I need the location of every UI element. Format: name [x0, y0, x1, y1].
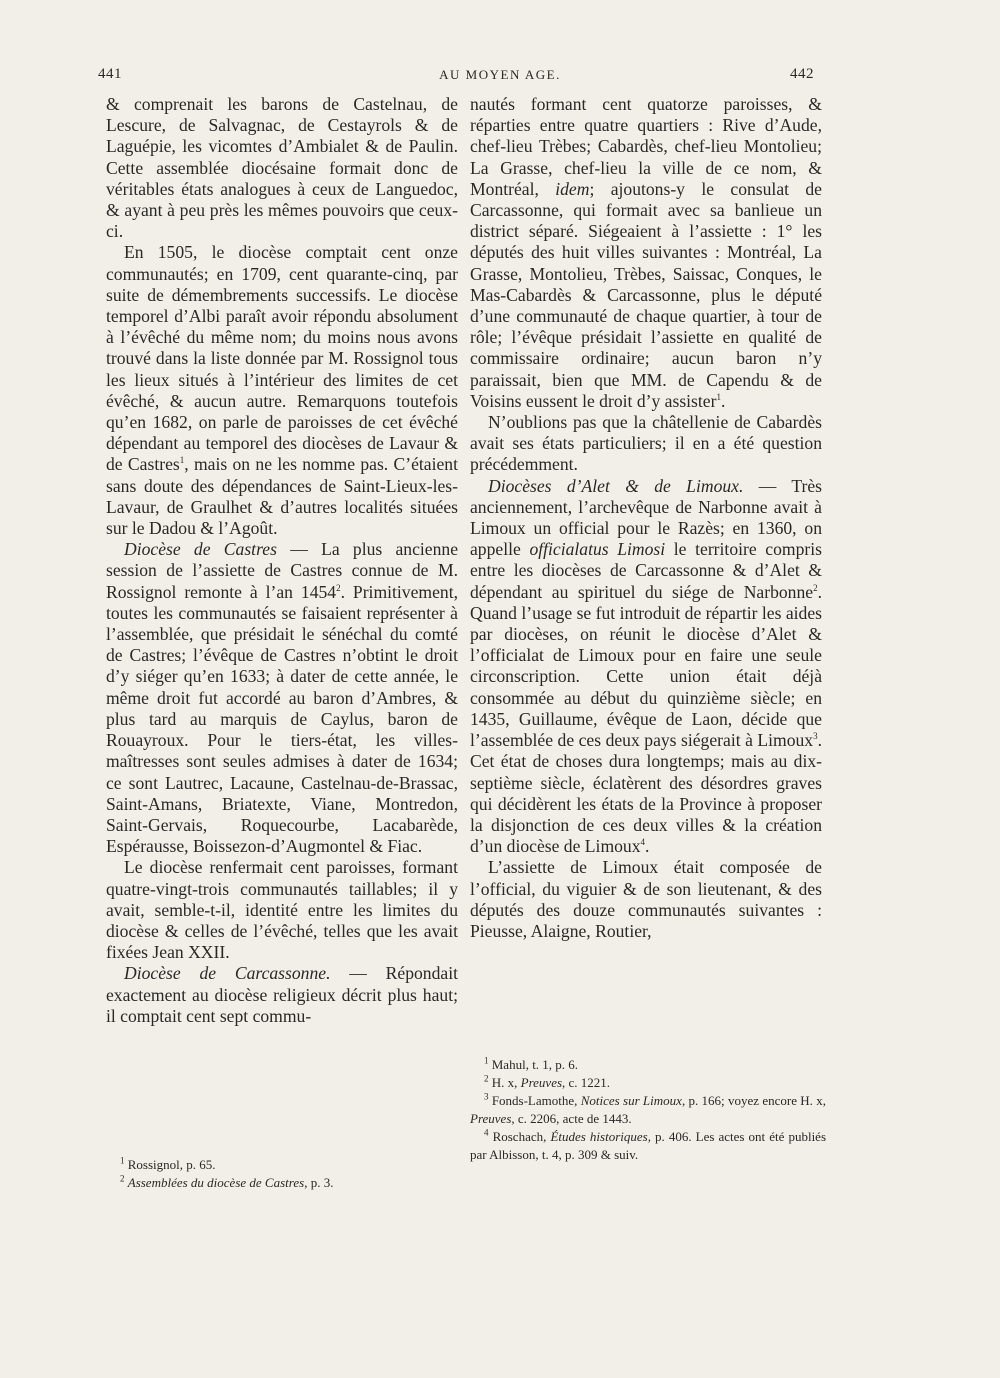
footnotes-left	[106, 1156, 462, 1192]
footnote: $^2$ H. x, Preuves, c. 1221.	[484, 1073, 611, 1090]
footnote-ref: 4	[640, 837, 646, 848]
paragraph: Le diocèse renfermait cent paroisses, formant quatre-vingt-trois communautés taillables; il y avait, semble-t-il, identité entre les limites du diocèse & celles de l’évêché, telles que les avait fixées Jean XXII.	[106, 857, 458, 963]
footnote: $^1$ Mahul, t. 1, p. 6.	[484, 1055, 579, 1072]
footnote-ref: 3	[813, 731, 818, 742]
paragraph: N’oublions pas que la châtellenie de Cabardès avait ses états particuliers; il en a été question précédemment.	[470, 412, 822, 475]
footnote-ref: 2	[336, 582, 341, 593]
footnote-ref: 2	[813, 582, 818, 593]
section-heading: Diocèses d’Alet & de Limoux.	[488, 475, 744, 496]
section-heading: Diocèse de Carcassonne.	[124, 963, 331, 984]
footnote: $^4$ Roschach, Études historiques, p. 406. Les actes ont été publiés par Albisson, t. 4, p. 309 & suiv.	[470, 1127, 827, 1162]
right-column	[470, 94, 822, 942]
footnote-ref: 1	[716, 391, 721, 402]
paragraph: L’assiette de Limoux était composée de l’official, du viguier & de son lieutenant, & des députés des douze communautés suivantes : Pieusse, Alaigne, Routier,	[470, 857, 822, 941]
running-head: AU MOYEN AGE.	[439, 67, 561, 82]
paragraph: Diocèse de Castres — La plus ancienne session de l’assiette de Castres connue de M. Rossignol remonte à l’an 1454$^2$. Primitivement, toutes les communautés se faisaient représenter à l’assemblée, que présidait le sénéchal du comté de Castres; l’évêque de Castres n’obtint le droit d’y siéger qu’en 1633; à dater de cette année, le même droit fut accordé au baron d’Ambres, & plus tard au marquis de Caylus, baron de Rouayroux. Pour le tiers-état, les villes-maîtresses sont seules admises à dater de 1634; ce sont Lautrec, Lacaune, Castelnau-de-Brassac, Saint-Amans, Briatexte, Viane, Montredon, Saint-Gervais, Roquecourbe, Lacabarède, Espérausse, Boissezon-d’Augmontel & Fiac.	[106, 539, 459, 857]
footnote: $^1$ Rossignol, p. 65.	[120, 1155, 216, 1172]
paragraph: Diocèse de Carcassonne. — Répondait exactement au diocèse religieux décrit plus haut; il comptait cent sept commu-	[106, 963, 458, 1026]
footnote: $^3$ Fonds-Lamothe, Notices sur Limoux, p. 166; voyez encore H. x, Preuves, c. 2206, acte de 1443.	[470, 1091, 826, 1126]
footnote: $^2$ Assemblées du diocèse de Castres, p. 3.	[120, 1173, 334, 1190]
page-number-left: 441	[98, 66, 122, 82]
paragraph: nautés formant cent quatorze paroisses, & réparties entre quatre quartiers : Rive d’Aude, chef-lieu Trèbes; Cabardès, chef-lieu Montolieu; La Grasse, chef-lieu la ville de ce nom, & Montréal, idem; ajoutons-y le consulat de Carcassonne, qui formait avec sa banlieue un district séparé. Siégeaient à l’assiette : 1° les députés des huit villes suivantes : Montréal, La Grasse, Montolieu, Trèbes, Saissac, Conques, le Mas-Cabardès & Carcassonne, plus le député d’une communauté de chaque quartier, à tour de rôle; l’évêque présidait l’assiette en qualité de commissaire ordinaire; aucun baron n’y paraissait, bien que MM. de Capendu & de Voisins eussent le droit d’y assister$^1$.	[470, 94, 822, 411]
footnotes-right	[470, 1056, 826, 1164]
paragraph: En 1505, le diocèse comptait cent onze communautés; en 1709, cent quarante-cinq, par suite de démembrements successifs. Le diocèse temporel d’Albi paraît avoir répondu absolument à l’évêché du même nom; du moins nous avons trouvé dans la liste donnée par M. Rossignol tous les lieux situés à l’intérieur des limites de cet évêché, & aucun autre. Remarquons toutefois qu’en 1682, on parle de paroisses de cet évêché dépendant au temporel des diocèses de Lavaur & de Castres$^1$, mais on ne les nomme pas. C’étaient sans doute des dépendances de Saint-Lieux-les-Lavaur, de Graulhet & d’autres localités situées sur le Dadou & l’Agoût.	[106, 242, 458, 539]
left-column	[106, 94, 458, 1027]
page-number-right: 442	[790, 66, 814, 82]
paragraph: Diocèses d’Alet & de Limoux. — Très anciennement, l’archevêque de Narbonne avait à Limoux un official pour le Razès; en 1360, on appelle officialatus Limosi le territoire compris entre les diocèses de Carcassonne & d’Alet & dépendant au spirituel du siége de Narbonne$^2$. Quand l’usage se fut introduit de répartir les aides par diocèses, on réunit le diocèse d’Alet & l’officialat de Limoux pour en faire une seule circonscription. Cette union était déjà consommée au début du quinzième siècle; en 1435, Guillaume, évêque de Laon, décide que l’assemblée de ces deux pays siégerait à Limoux$^3$. Cet état de choses dura longtemps; mais au dix-septième siècle, éclatèrent des désordres graves qui décidèrent les états de la Province à proposer la disjonction de ces deux villes & la création d’un diocèse de Limoux$^4$.	[470, 475, 822, 857]
paragraph: & comprenait les barons de Castelnau, de Lescure, de Salvagnac, de Cestayrols & de Laguépie, les vicomtes d’Ambialet & de Paulin. Cette assemblée diocésaine formait donc de véritables états analogues à ceux de Languedoc, & ayant à peu près les mêmes pouvoirs que ceux-ci.	[106, 94, 458, 242]
footnote-ref: 1	[179, 455, 185, 466]
section-heading: Diocèse de Castres	[124, 539, 277, 560]
